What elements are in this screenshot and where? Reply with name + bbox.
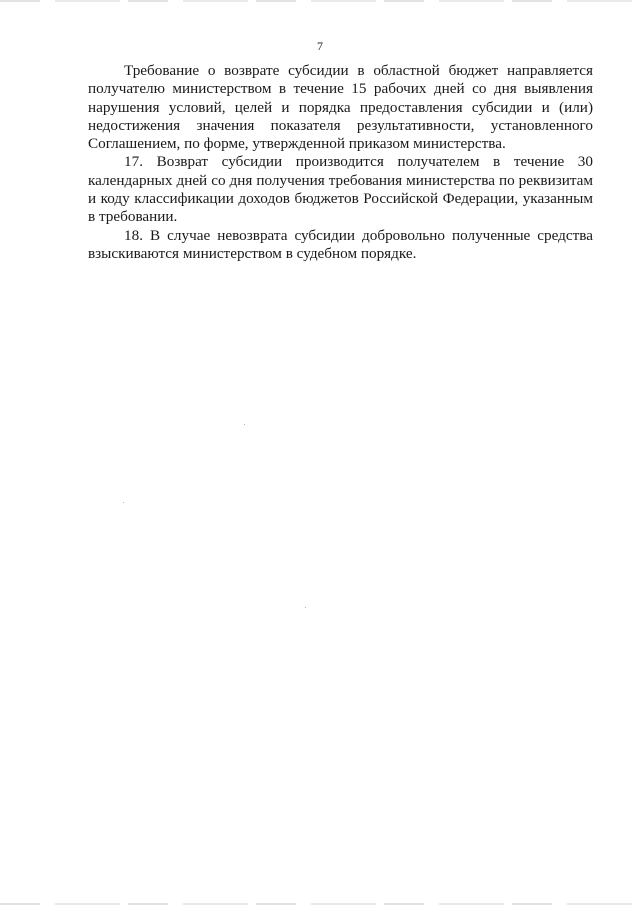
document-body [88, 62, 593, 263]
paragraph-18-court-recovery: 18. В случае невозврата субсидии добровольно полученные средства взыскиваются министерством в судебном порядке. [88, 226, 593, 262]
scan-speck [305, 607, 306, 608]
paragraph-refund-demand: Требование о возврате субсидии в областной бюджет направляется получателю министерством в течение 15 рабочих дней со дня выявления нарушения условий, целей и порядка предоставления субсидии и (или) недостижения значения показателя результативности, установленного Соглашением, по форме, утвержденной приказом министерства. [88, 62, 593, 153]
page-number: 7 [317, 39, 323, 53]
scan-speck [244, 424, 245, 425]
scan-edge-top [0, 0, 640, 2]
paragraph-17-refund-term: 17. Возврат субсидии производится получателем в течение 30 календарных дней со дня получения требования министерства по реквизитам и коду классификации доходов бюджетов Российской Федерации, указанным в требовании. [88, 153, 593, 226]
scan-speck [123, 502, 124, 503]
